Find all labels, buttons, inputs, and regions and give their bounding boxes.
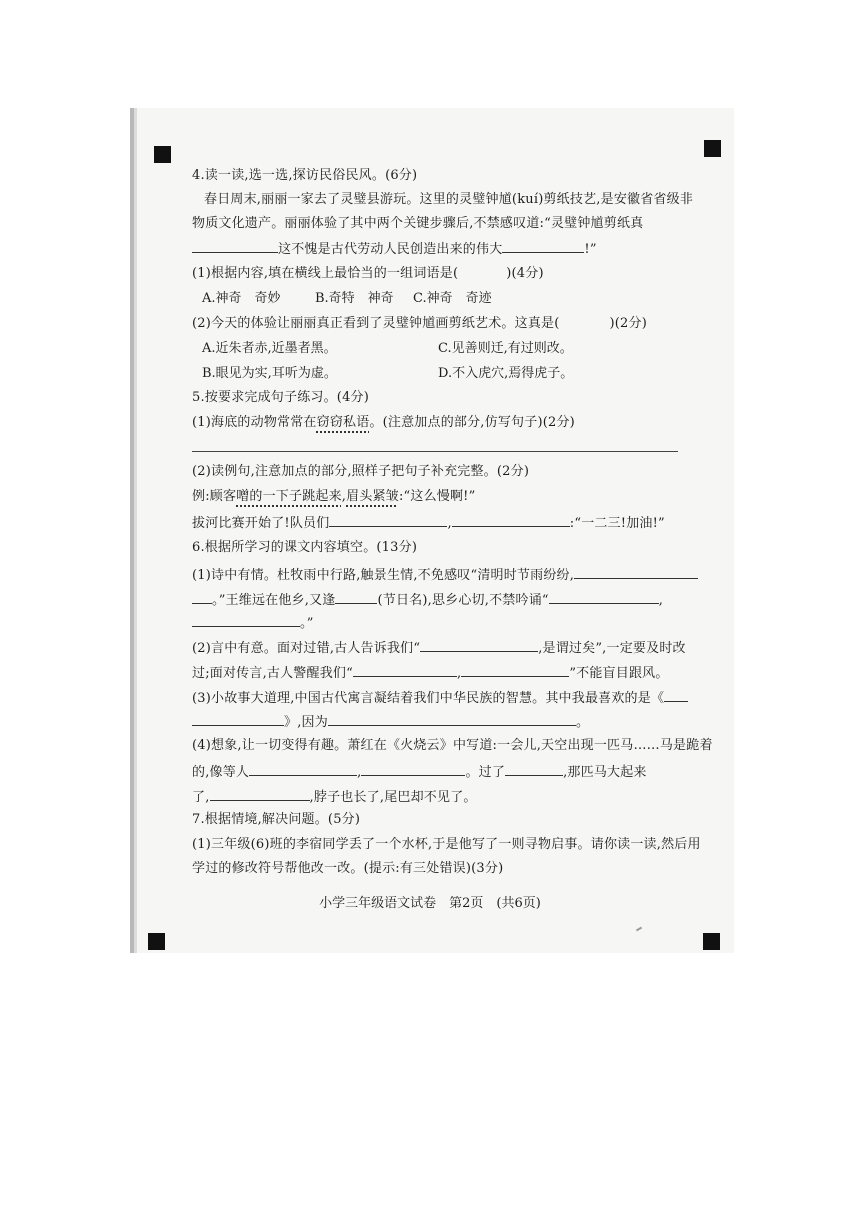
- blank-field[interactable]: [210, 788, 310, 801]
- q6-s4-line-3: 了, ,脖子也长了,尾巴却不见了。: [192, 790, 477, 805]
- q6-s3-line-1: (3)小故事大道理,中国古代寓言凝结着我们中华民族的智慧。其中我最喜欢的是《: [192, 689, 688, 707]
- q6-s2-line-1: (2)言中有意。面对过错,古人告诉我们“ ,是谓过矣”,一定要及时改: [192, 641, 686, 656]
- q7-s1-line-2: 学过的修改符号帮他改一改。(提示:有三处错误)(3分): [192, 861, 504, 876]
- page-footer: 小学三年级语文试卷 第2页 (共6页): [319, 896, 541, 911]
- q5-sub1-question: (1)海底的动物常常在窃窃私语。(注意加点的部分,仿写句子)(2分): [192, 415, 575, 430]
- blank-field[interactable]: [192, 614, 300, 627]
- q6-s1-line-3: 。”: [192, 614, 314, 632]
- q6-s4-line-2: 的,像等人 , 。过了 ,那匹马大起来: [192, 765, 647, 780]
- blank-field[interactable]: [461, 664, 569, 677]
- blank-field[interactable]: [505, 763, 563, 776]
- q7-title: 7.根据情境,解决问题。(5分): [192, 812, 361, 827]
- q4-paragraph-line-3: 这不愧是古代劳动人民创造出来的伟大 !”: [192, 240, 597, 258]
- q4-sub2-option-a[interactable]: A.近朱者赤,近墨者黑。: [202, 341, 337, 356]
- q4-sub1-option-b[interactable]: B.奇特 神奇: [315, 291, 394, 306]
- blank-field[interactable]: [549, 591, 659, 604]
- blank-field[interactable]: [353, 664, 457, 677]
- q4-sub1-option-c[interactable]: C.神奇 奇迹: [413, 291, 492, 306]
- q5-sub2-question: (2)读例句,注意加点的部分,照样子把句子补充完整。(2分): [192, 464, 530, 479]
- q5-fill-sentence: 拔河比赛开始了!队员们 , :“一二三!加油!”: [192, 516, 665, 531]
- q6-s2-line-2: 过;面对传言,古人警醒我们“ , ”不能盲目跟风。: [192, 666, 669, 681]
- blank-field[interactable]: [452, 514, 570, 527]
- blank-field[interactable]: [420, 639, 538, 652]
- q7-s1-line-1: (1)三年级(6)班的李宿同学丢了一个水杯,于是他写了一则寻物启事。请你读一读,然后用: [192, 837, 701, 852]
- q6-s1-line-2: 。”王维远在他乡,又逢 (节日名),思乡心切,不禁吟诵“ ,: [192, 591, 663, 609]
- blank-field[interactable]: [574, 566, 698, 579]
- blank-field[interactable]: [335, 591, 377, 604]
- blank-field[interactable]: [502, 240, 584, 253]
- q4-title: 4.读一读,选一选,探访民俗民风。(6分): [192, 168, 418, 183]
- q4-sub2-option-b[interactable]: B.眼见为实,耳听为虚。: [202, 366, 337, 381]
- q4-sub1-question: (1)根据内容,填在横线上最恰当的一组词语是( )(4分): [192, 266, 544, 281]
- blank-field[interactable]: [192, 240, 278, 253]
- registration-mark-top-left: [154, 146, 171, 163]
- blank-field[interactable]: [192, 591, 212, 604]
- q4-sub1-option-a[interactable]: A.神奇 奇妙: [202, 291, 281, 306]
- q4-sub2-option-c[interactable]: C.见善则迁,有过则改。: [438, 341, 573, 356]
- q6-s3-line-2: 》,因为 。: [192, 713, 589, 731]
- q5-sub1-answer-line[interactable]: [192, 451, 678, 452]
- q4-sub2-option-d[interactable]: D.不入虎穴,焉得虎子。: [438, 366, 574, 381]
- q4-paragraph-line-1: 春日周末,丽丽一家去了灵璧县游玩。这里的灵璧钟馗(kuí)剪纸技艺,是安徽省省级非: [204, 192, 694, 207]
- q6-s4-line-1: (4)想象,让一切变得有趣。萧红在《火烧云》中写道:一会儿,天空出现一匹马……马是跪着: [192, 738, 713, 753]
- blank-field[interactable]: [361, 763, 465, 776]
- blank-field[interactable]: [249, 763, 357, 776]
- blank-field[interactable]: [329, 514, 447, 527]
- q5-example-sentence: 例:顾客噌的一下子跳起来,眉头紧皱:“这么慢啊!”: [192, 489, 476, 504]
- blank-field[interactable]: [192, 713, 284, 726]
- blank-field[interactable]: [664, 689, 688, 702]
- q6-s1-line-1: (1)诗中有情。杜牧雨中行路,触景生情,不免感叹“清明时节雨纷纷,: [192, 566, 698, 584]
- registration-mark-top-right: [704, 140, 721, 157]
- blank-field[interactable]: [328, 713, 576, 726]
- q5-title: 5.按要求完成句子练习。(4分): [192, 390, 370, 405]
- q4-paragraph-line-2: 物质文化遗产。丽丽体验了其中两个关键步骤后,不禁感叹道:“灵璧钟馗剪纸真: [192, 216, 644, 231]
- registration-mark-bottom-right: [703, 933, 720, 950]
- registration-mark-bottom-left: [148, 933, 165, 950]
- q6-title: 6.根据所学习的课文内容填空。(13分): [192, 540, 418, 555]
- q4-sub2-question: (2)今天的体验让丽丽真正看到了灵璧钟馗画剪纸艺术。这真是( )(2分): [192, 316, 647, 331]
